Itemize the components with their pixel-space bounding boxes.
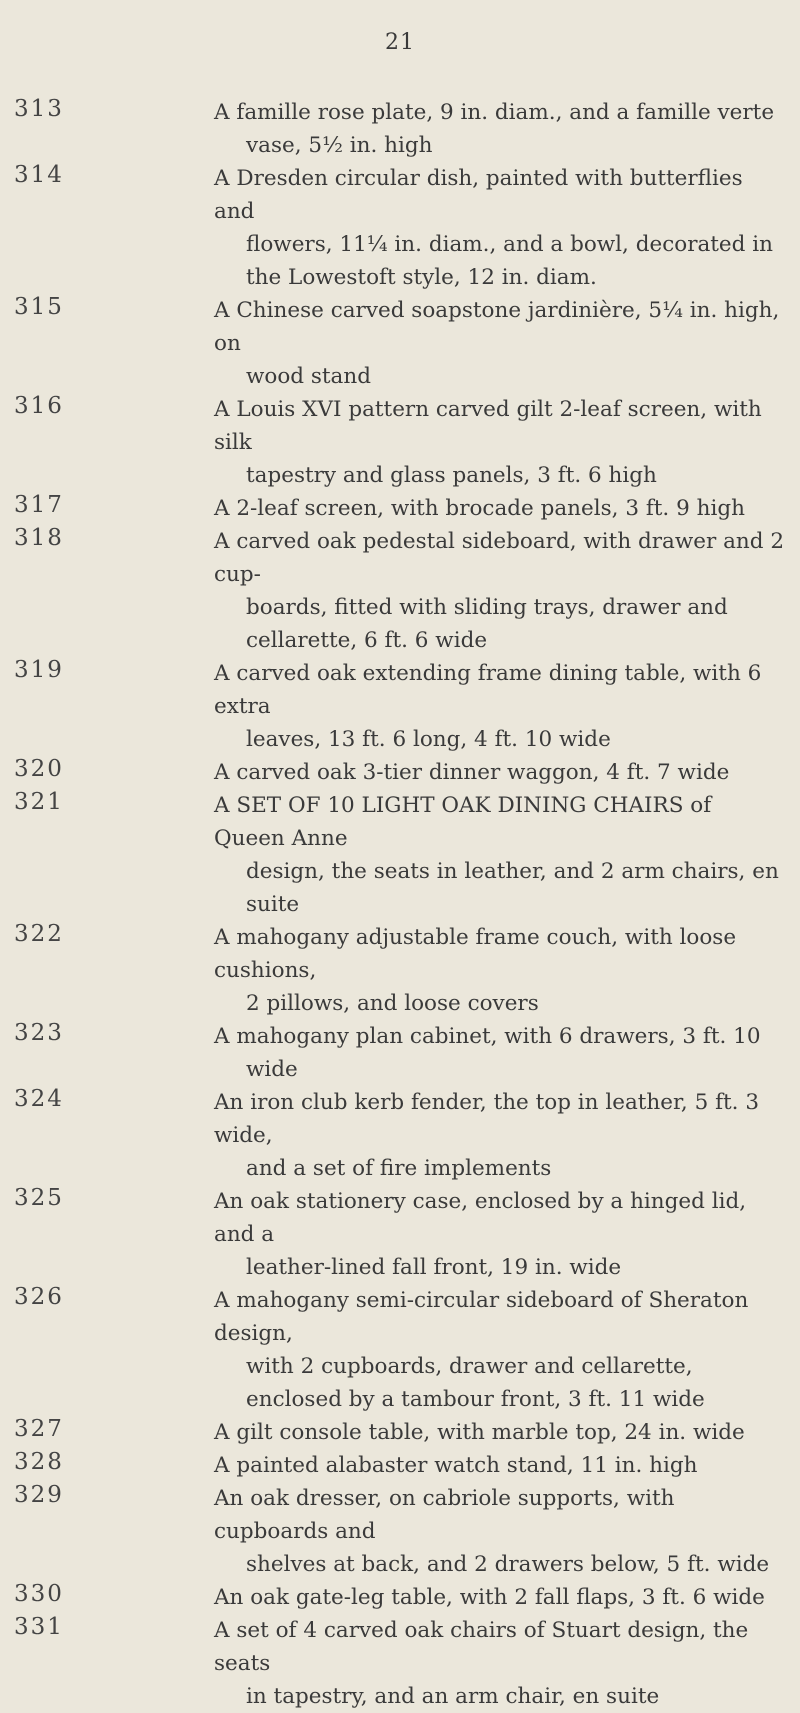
lot-number: 331 xyxy=(14,1614,64,1640)
lot-entry xyxy=(0,162,800,294)
lot-number: 325 xyxy=(14,1185,64,1211)
lot-description-continuation: design, the seats in leather, and 2 arm chairs, en suite xyxy=(246,859,779,917)
lot-number: 320 xyxy=(14,756,64,782)
lot-description-continuation: with 2 cupboards, drawer and cellarette, enclosed by a tambour front, 3 ft. 11 wide xyxy=(246,1354,705,1412)
lot-entry xyxy=(0,492,800,525)
lot-number: 327 xyxy=(14,1416,64,1442)
lot-description-first-line: A mahogany semi-circular sideboard of Sheraton design, xyxy=(214,1288,749,1346)
lot-description xyxy=(214,789,786,921)
lot-description-continuation: vase, 5½ in. high xyxy=(246,133,433,158)
lot-number: 324 xyxy=(14,1086,64,1112)
lot-number: 313 xyxy=(14,96,64,122)
lot-description-first-line: A set of 4 carved oak chairs of Stuart design, the seats xyxy=(214,1618,749,1676)
lot-description-first-line: A mahogany plan cabinet, with 6 drawers, 3 ft. 10 xyxy=(214,1024,761,1049)
lot-description xyxy=(214,1449,786,1482)
lot-entry xyxy=(0,525,800,657)
lot-description-continuation: tapestry and glass panels, 3 ft. 6 high xyxy=(246,463,657,488)
lot-description-continuation: leather-lined fall front, 19 in. wide xyxy=(246,1255,622,1280)
lot-number: 315 xyxy=(14,294,64,320)
lot-entry xyxy=(0,756,800,789)
lot-description xyxy=(214,657,786,756)
lot-number: 322 xyxy=(14,921,64,947)
lot-entry xyxy=(0,1020,800,1086)
lot-entry xyxy=(0,1284,800,1416)
lot-description xyxy=(214,1086,786,1185)
lot-number: 319 xyxy=(14,657,64,683)
lot-description xyxy=(214,1185,786,1284)
lot-entry xyxy=(0,294,800,393)
lot-number: 314 xyxy=(14,162,64,188)
lot-description-first-line: A carved oak extending frame dining table, with 6 extra xyxy=(214,661,762,719)
lot-description-first-line: A mahogany adjustable frame couch, with loose cushions, xyxy=(214,925,737,983)
lot-description xyxy=(214,96,786,162)
lot-description xyxy=(214,1284,786,1416)
lot-entry xyxy=(0,789,800,921)
lot-number: 316 xyxy=(14,393,64,419)
lot-entry xyxy=(0,921,800,1020)
lot-number: 329 xyxy=(14,1482,64,1508)
lot-description-first-line: A Louis XVI pattern carved gilt 2-leaf screen, with silk xyxy=(214,397,762,455)
lot-description xyxy=(214,921,786,1020)
lot-description-continuation: shelves at back, and 2 drawers below, 5 ft. wide xyxy=(246,1552,770,1577)
lot-description-first-line: A painted alabaster watch stand, 11 in. high xyxy=(214,1453,698,1478)
lot-entry xyxy=(0,657,800,756)
lot-entry xyxy=(0,1416,800,1449)
lot-number: 323 xyxy=(14,1020,64,1046)
lot-number: 330 xyxy=(14,1581,64,1607)
lot-number: 321 xyxy=(14,789,64,815)
lot-description xyxy=(214,1614,786,1713)
lot-description xyxy=(214,756,786,789)
lot-description-first-line: An oak gate-leg table, with 2 fall flaps, 3 ft. 6 wide xyxy=(214,1585,765,1610)
lot-entry xyxy=(0,1482,800,1581)
lot-number: 326 xyxy=(14,1284,64,1310)
lot-description xyxy=(214,492,786,525)
lot-description-first-line: An oak dresser, on cabriole supports, with cupboards and xyxy=(214,1486,675,1544)
lot-description-first-line: An oak stationery case, enclosed by a hinged lid, and a xyxy=(214,1189,747,1247)
lot-description-first-line: A Chinese carved soapstone jardinière, 5¼ in. high, on xyxy=(214,298,780,356)
lot-description-continuation: in tapestry, and an arm chair, en suite xyxy=(246,1684,660,1709)
lot-description xyxy=(214,393,786,492)
lot-description-first-line: A carved oak pedestal sideboard, with drawer and 2 cup- xyxy=(214,529,785,587)
lot-entry xyxy=(0,1581,800,1614)
lot-description xyxy=(214,1416,786,1449)
lot-description-continuation: 2 pillows, and loose covers xyxy=(246,991,539,1016)
lot-entry xyxy=(0,96,800,162)
lot-description xyxy=(214,1482,786,1581)
lot-description xyxy=(214,1020,786,1086)
page-number: 21 xyxy=(385,30,415,55)
lot-description-continuation: leaves, 13 ft. 6 long, 4 ft. 10 wide xyxy=(246,727,611,752)
lot-number: 318 xyxy=(14,525,64,551)
lot-description-first-line: A carved oak 3-tier dinner waggon, 4 ft. 7 wide xyxy=(214,760,730,785)
lot-description-first-line: A SET OF 10 LIGHT OAK DINING CHAIRS of Queen Anne xyxy=(214,793,712,851)
lot-description-continuation: wide xyxy=(246,1057,298,1082)
lot-description-continuation: flowers, 11¼ in. diam., and a bowl, decorated in the Lowestoft style, 12 in. diam. xyxy=(246,232,773,290)
lot-description-continuation: and a set of fire implements xyxy=(246,1156,552,1181)
lot-description xyxy=(214,1581,786,1614)
lot-description-continuation: boards, fitted with sliding trays, drawer and cellarette, 6 ft. 6 wide xyxy=(246,595,728,653)
lot-description-first-line: A Dresden circular dish, painted with butterflies and xyxy=(214,166,743,224)
lot-description-first-line: An iron club kerb fender, the top in leather, 5 ft. 3 wide, xyxy=(214,1090,760,1148)
lot-list xyxy=(0,96,800,1713)
lot-entry xyxy=(0,1614,800,1713)
lot-description-continuation: wood stand xyxy=(246,364,371,389)
lot-description-first-line: A famille rose plate, 9 in. diam., and a famille verte xyxy=(214,100,775,125)
lot-entry xyxy=(0,1185,800,1284)
lot-description-first-line: A 2-leaf screen, with brocade panels, 3 ft. 9 high xyxy=(214,496,745,521)
lot-description-first-line: A gilt console table, with marble top, 24 in. wide xyxy=(214,1420,745,1445)
lot-number: 317 xyxy=(14,492,64,518)
lot-entry xyxy=(0,1449,800,1482)
lot-entry xyxy=(0,393,800,492)
lot-description xyxy=(214,294,786,393)
lot-number: 328 xyxy=(14,1449,64,1475)
lot-entry xyxy=(0,1086,800,1185)
lot-description xyxy=(214,525,786,657)
lot-description xyxy=(214,162,786,294)
